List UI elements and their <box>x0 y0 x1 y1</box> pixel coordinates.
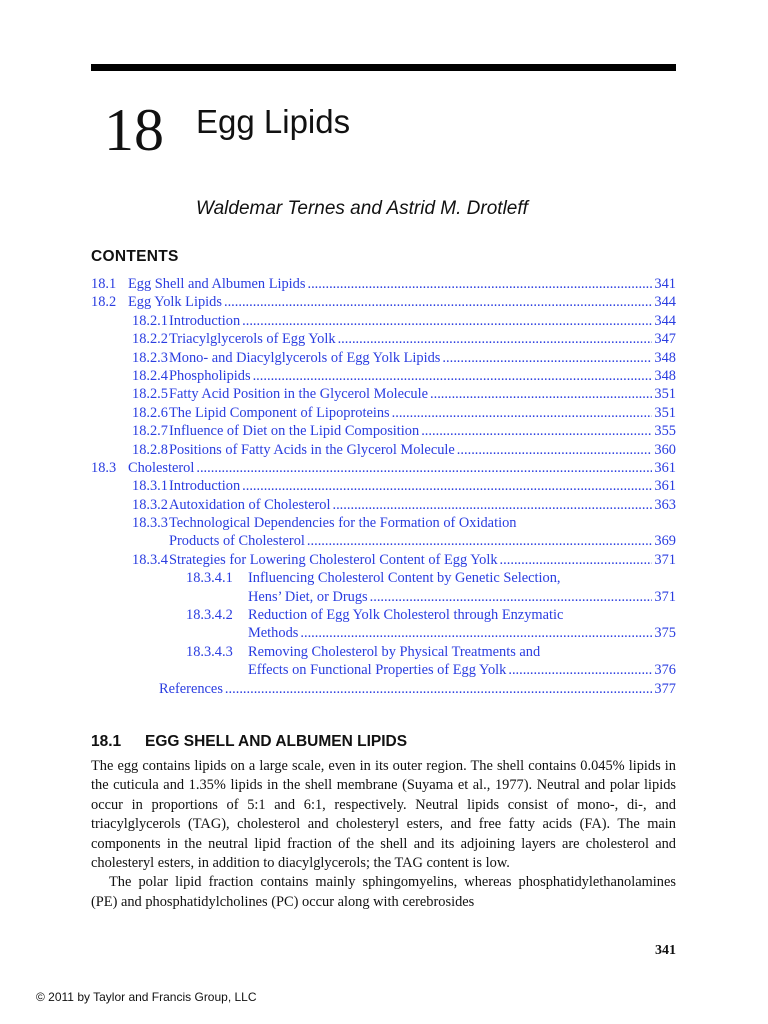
toc-entry-title: Mono- and Diacylglycerols of Egg Yolk Lipids <box>169 349 441 366</box>
toc-entry[interactable] <box>91 514 676 532</box>
toc-dot-leader <box>370 588 653 606</box>
toc-dot-leader <box>300 624 652 642</box>
toc-entry-link[interactable] <box>169 514 676 532</box>
toc-dot-leader <box>332 496 652 514</box>
toc-entry-title: Products of Cholesterol <box>169 533 305 550</box>
toc-entry-title: The Lipid Component of Lipoproteins <box>169 404 390 421</box>
toc-entry-page: 360 <box>654 441 676 458</box>
toc-entry-link[interactable] <box>169 385 676 403</box>
toc-entry-link[interactable] <box>248 624 676 642</box>
toc-entry-number: 18.3.4.1 <box>186 570 233 587</box>
toc-entry-number: 18.1 <box>91 276 117 292</box>
toc-entry-number: 18.2 <box>91 294 117 311</box>
toc-entry[interactable] <box>91 330 676 348</box>
toc-entry-title: Egg Shell and Albumen Lipids <box>128 276 306 292</box>
toc-entry-number: 18.2.7 <box>132 423 168 440</box>
toc-entry[interactable] <box>91 404 676 422</box>
toc-entry[interactable] <box>91 680 676 698</box>
toc-entry-number: 18.3.2 <box>132 496 168 513</box>
toc-entry-title: Fatty Acid Position in the Glycerol Molecule <box>169 386 428 403</box>
chapter-number: 18 <box>104 97 164 163</box>
toc-entry-title: Cholesterol <box>128 459 195 476</box>
toc-entry-page: 371 <box>654 588 676 605</box>
toc-entry[interactable] <box>91 643 676 661</box>
toc-entry-page: 363 <box>654 496 676 513</box>
toc-entry-link[interactable] <box>128 459 676 477</box>
toc-entry-number: 18.3.4.2 <box>186 607 233 624</box>
toc-entry[interactable] <box>91 477 676 495</box>
toc-entry-link[interactable] <box>169 312 676 330</box>
toc-entry-page: 351 <box>654 404 676 421</box>
toc-entry-page: 348 <box>654 367 676 384</box>
toc-entry-link[interactable] <box>128 275 676 293</box>
toc-entry-page: 355 <box>654 423 676 440</box>
toc-dot-leader <box>457 441 653 459</box>
section-heading <box>91 731 407 753</box>
toc-dot-leader <box>500 551 653 569</box>
toc-entry-page: 361 <box>654 459 676 476</box>
toc-entry-page: 348 <box>654 349 676 366</box>
toc-dot-leader <box>421 422 652 440</box>
toc-dot-leader <box>442 349 652 367</box>
toc-entry[interactable] <box>91 532 676 550</box>
toc-entry-title: Egg Yolk Lipids <box>128 294 222 311</box>
toc-dot-leader <box>196 459 652 477</box>
toc-entry-title: Positions of Fatty Acids in the Glycerol Molecule <box>169 441 455 458</box>
toc-entry-number: 18.2.8 <box>132 441 168 458</box>
toc-entry-link[interactable] <box>248 606 676 624</box>
toc-entry-title: Removing Cholesterol by Physical Treatments and <box>248 643 541 660</box>
toc-entry-link[interactable] <box>248 661 676 679</box>
toc-entry-title: Triacylglycerols of Egg Yolk <box>169 331 336 348</box>
toc-entry-title: Methods <box>248 625 299 642</box>
toc-entry[interactable] <box>91 441 676 459</box>
toc-entry-page: 369 <box>654 533 676 550</box>
toc-entry-page: 361 <box>654 478 676 495</box>
toc-entry[interactable] <box>91 422 676 440</box>
section-body <box>91 757 676 912</box>
toc-entry-link[interactable] <box>248 643 676 661</box>
toc-entry[interactable] <box>91 588 676 606</box>
toc-entry-title: Technological Dependencies for the Formation of Oxidation <box>169 515 517 532</box>
toc-entry-page: 344 <box>654 294 676 311</box>
toc-dot-leader <box>338 330 653 348</box>
toc-dot-leader <box>307 532 653 550</box>
toc-entry-number: 18.3.4.3 <box>186 643 233 660</box>
page-number: 341 <box>655 943 676 958</box>
toc-entry[interactable] <box>91 661 676 679</box>
toc-entry-link[interactable] <box>169 551 676 569</box>
toc-entry-number: 18.2.3 <box>132 349 168 366</box>
toc-entry[interactable] <box>91 367 676 385</box>
toc-entry-title: Autoxidation of Cholesterol <box>169 496 331 513</box>
toc-entry-page: 351 <box>654 386 676 403</box>
toc-entry[interactable] <box>91 551 676 569</box>
toc-entry-title: References <box>159 680 223 697</box>
toc-entry-page: 341 <box>654 276 676 292</box>
chapter-authors: Waldemar Ternes and Astrid M. Drotleff <box>196 198 528 219</box>
toc-dot-leader <box>242 312 652 330</box>
toc-entry-link[interactable] <box>169 477 676 495</box>
toc-entry-page: 375 <box>654 625 676 642</box>
body-paragraph: The egg contains lipids on a large scale, even in its outer region. The shell contains 0.045% lipids in the cuticula and 1.35% lipids in the shell membrane (Suyama et al., 1977). Neutral and polar lipids occur in proportions of 5:1 and 6:1, respectively. Neutral lipids consist of mono-, di-, and triacylglycerols (TAG), cholesterol and cholesteryl esters, and free fatty acids (FA). The main components in the neutral lipid fraction of the shell and its adjoining layers are cholesterol and cholesteryl esters, in addition to diacylglycerols; the TAG content is low. <box>91 758 676 872</box>
toc-entry[interactable] <box>91 624 676 642</box>
toc-entry-number: 18.2.5 <box>132 386 168 403</box>
toc-entry-title: Hens’ Diet, or Drugs <box>248 588 368 605</box>
toc-entry-page: 344 <box>654 312 676 329</box>
toc-entry[interactable] <box>91 569 676 587</box>
toc-dot-leader <box>253 367 653 385</box>
toc-entry[interactable] <box>91 312 676 330</box>
toc-entry-number: 18.2.2 <box>132 331 168 348</box>
toc-entry-number: 18.3.4 <box>132 551 168 568</box>
toc-entry-title: Phospholipids <box>169 367 251 384</box>
toc-entry-number: 18.2.1 <box>132 312 168 329</box>
toc-entry-link[interactable] <box>159 680 676 698</box>
toc-entry[interactable] <box>91 606 676 624</box>
toc-entry-page: 347 <box>654 331 676 348</box>
chapter-top-rule <box>91 64 676 71</box>
body-paragraph: The polar lipid fraction contains mainly sphingomyelins, whereas phosphatidylethanolamines (PE) and phosphatidylcholines (PC) occur along with cerebrosides <box>91 874 676 910</box>
toc-dot-leader <box>242 477 652 495</box>
toc-dot-leader <box>307 275 652 293</box>
toc-entry-page: 377 <box>654 680 676 697</box>
toc-entry-number: 18.2.4 <box>132 367 168 384</box>
toc-dot-leader <box>224 293 652 311</box>
toc-dot-leader <box>225 680 652 698</box>
toc-entry-link[interactable] <box>248 569 676 587</box>
toc-entry-link[interactable] <box>169 422 676 440</box>
toc-entry[interactable] <box>91 293 676 311</box>
toc-entry-title: Influencing Cholesterol Content by Genetic Selection, <box>248 570 561 587</box>
toc-entry[interactable] <box>91 275 676 293</box>
contents-heading: CONTENTS <box>91 248 179 265</box>
toc-entry-title: Strategies for Lowering Cholesterol Content of Egg Yolk <box>169 551 498 568</box>
toc-entry-link[interactable] <box>128 293 676 311</box>
toc-entry[interactable] <box>91 496 676 514</box>
toc-entry[interactable] <box>91 349 676 367</box>
toc-entry-title: Reduction of Egg Yolk Cholesterol through Enzymatic <box>248 607 564 624</box>
toc-entry-link[interactable] <box>169 330 676 348</box>
toc-dot-leader <box>430 385 652 403</box>
toc-entry-link[interactable] <box>169 441 676 459</box>
toc-entry-page: 376 <box>654 662 676 679</box>
table-of-contents <box>91 275 676 698</box>
toc-entry-link[interactable] <box>169 349 676 367</box>
chapter-title: Egg Lipids <box>196 103 351 140</box>
toc-entry-title: Introduction <box>169 478 241 495</box>
toc-entry-title: Introduction <box>169 312 241 329</box>
toc-entry[interactable] <box>91 459 676 477</box>
toc-entry-link[interactable] <box>169 532 676 550</box>
toc-entry-link[interactable] <box>169 496 676 514</box>
toc-entry-number: 18.3 <box>91 459 117 476</box>
copyright-notice: © 2011 by Taylor and Francis Group, LLC <box>36 990 257 1004</box>
section-title: EGG SHELL AND ALBUMEN LIPIDS <box>145 733 408 750</box>
toc-entry-title: Effects on Functional Properties of Egg Yolk <box>248 662 507 679</box>
toc-dot-leader <box>508 661 652 679</box>
toc-entry-number: 18.3.1 <box>132 478 168 495</box>
toc-entry-number: 18.2.6 <box>132 404 168 421</box>
toc-entry-page: 371 <box>654 551 676 568</box>
toc-entry[interactable] <box>91 385 676 403</box>
toc-dot-leader <box>392 404 653 422</box>
toc-entry-number: 18.3.3 <box>132 515 168 532</box>
toc-entry-link[interactable] <box>169 367 676 385</box>
section-number: 18.1 <box>91 733 122 750</box>
toc-entry-link[interactable] <box>248 588 676 606</box>
toc-entry-title: Influence of Diet on the Lipid Composition <box>169 423 420 440</box>
toc-entry-link[interactable] <box>169 404 676 422</box>
